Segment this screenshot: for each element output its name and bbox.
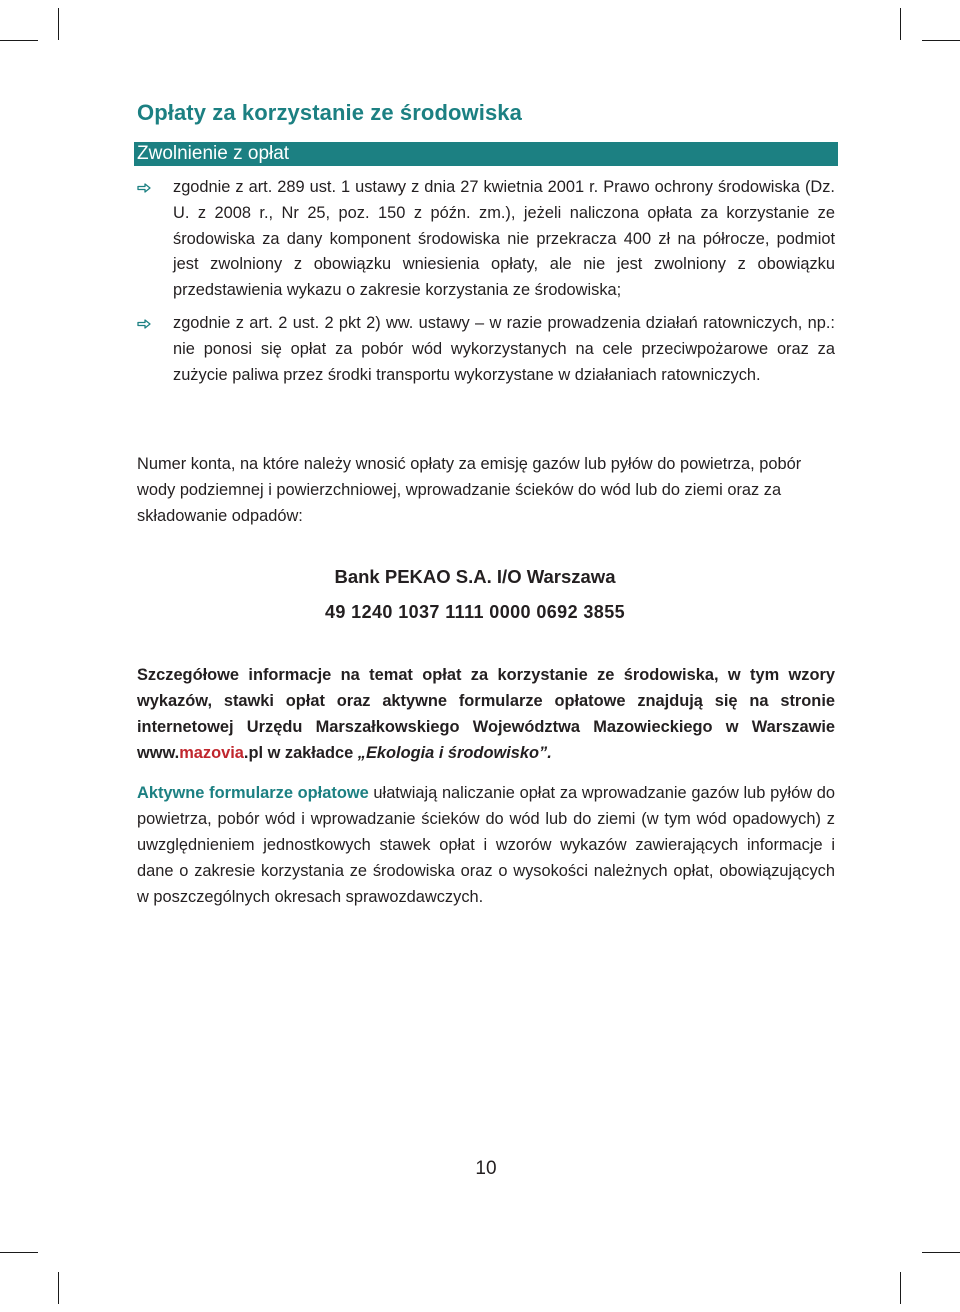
crop-mark [0,1252,38,1253]
crop-mark [922,1252,960,1253]
list-item [137,311,835,388]
page-title: Opłaty za korzystanie ze środowiska [137,100,522,125]
forms-highlight: Aktywne formularze opłatowe [137,784,369,802]
bank-name: Bank PEKAO S.A. I/O Warszawa [334,566,616,587]
crop-mark [900,1272,901,1304]
details-paragraph [137,662,835,766]
details-text: .pl w zakładce [243,744,358,762]
crop-mark [922,40,960,41]
arrow-right-icon [137,183,151,193]
crop-mark [58,8,59,40]
arrow-right-icon [137,319,151,329]
forms-paragraph [137,780,835,910]
list-item [137,175,835,304]
page-number: 10 [475,1158,497,1179]
forms-text: ułatwiają naliczanie opłat za wprowadzanie gazów lub pyłów do powietrza, pobór wód i wprowadzanie ścieków do wód lub do ziemi (w tym wód opadowych) z uwzględnieniem jednostkowych stawek opłat i wzorów wykazów zawierających informacje i dane o zakresie korzystania ze środowiska oraz o wysokości należnych opłat, obowiązujących w poszczególnych okresach sprawozdawczych. [137,784,835,906]
account-intro: Numer konta, na które należy wnosić opłaty za emisję gazów lub pyłów do powietrza, pobór wody podziemnej i powierzchniowej, wprowadzanie ścieków do wód lub do ziemi oraz za składowanie odpadów: [137,455,802,525]
website-link-highlight[interactable]: mazovia [179,744,244,762]
exemptions-list [137,175,835,395]
exemption-text: zgodnie z art. 2 ust. 2 pkt 2) ww. ustawy – w razie prowadzenia działań ratowniczych, np.: nie ponosi się opłat za pobór wód wykorzystanych na cele przeciwpożarowe oraz za zużycie paliwa przez środki transportu wykorzystane w działaniach ratowniczych. [173,313,835,384]
crop-mark [58,1272,59,1304]
crop-mark [0,40,38,41]
tab-name: „Ekologia i środowisko”. [357,744,552,762]
exemption-text: zgodnie z art. 289 ust. 1 ustawy z dnia 27 kwietnia 2001 r. Prawo ochrony środowiska (Dz. U. z 2008 r., Nr 25, poz. 150 z późn. zm.), jeżeli naliczona opłata za korzystanie ze środowiska za dany komponent środowiska nie przekracza 400 zł na półrocze, podmiot jest zwolniony z obowiązku wniesienia opłaty, ale nie jest zwolniony z obowiązku przedstawienia wykazu o zakresie korzystania ze środowiska; [173,178,835,300]
crop-mark [900,8,901,40]
section-heading: Zwolnienie z opłat [134,142,838,166]
details-text: Szczegółowe informacje na temat opłat za korzystanie ze środowiska, w tym wzory wykazów, stawki opłat oraz aktywne formularze opłatowe znajdują się na stronie internetowej Urzędu Marszałkowskiego Województwa Mazowieckiego w Warszawie www. [137,666,835,762]
bank-account-number: 49 1240 1037 1111 0000 0692 3855 [324,602,626,622]
